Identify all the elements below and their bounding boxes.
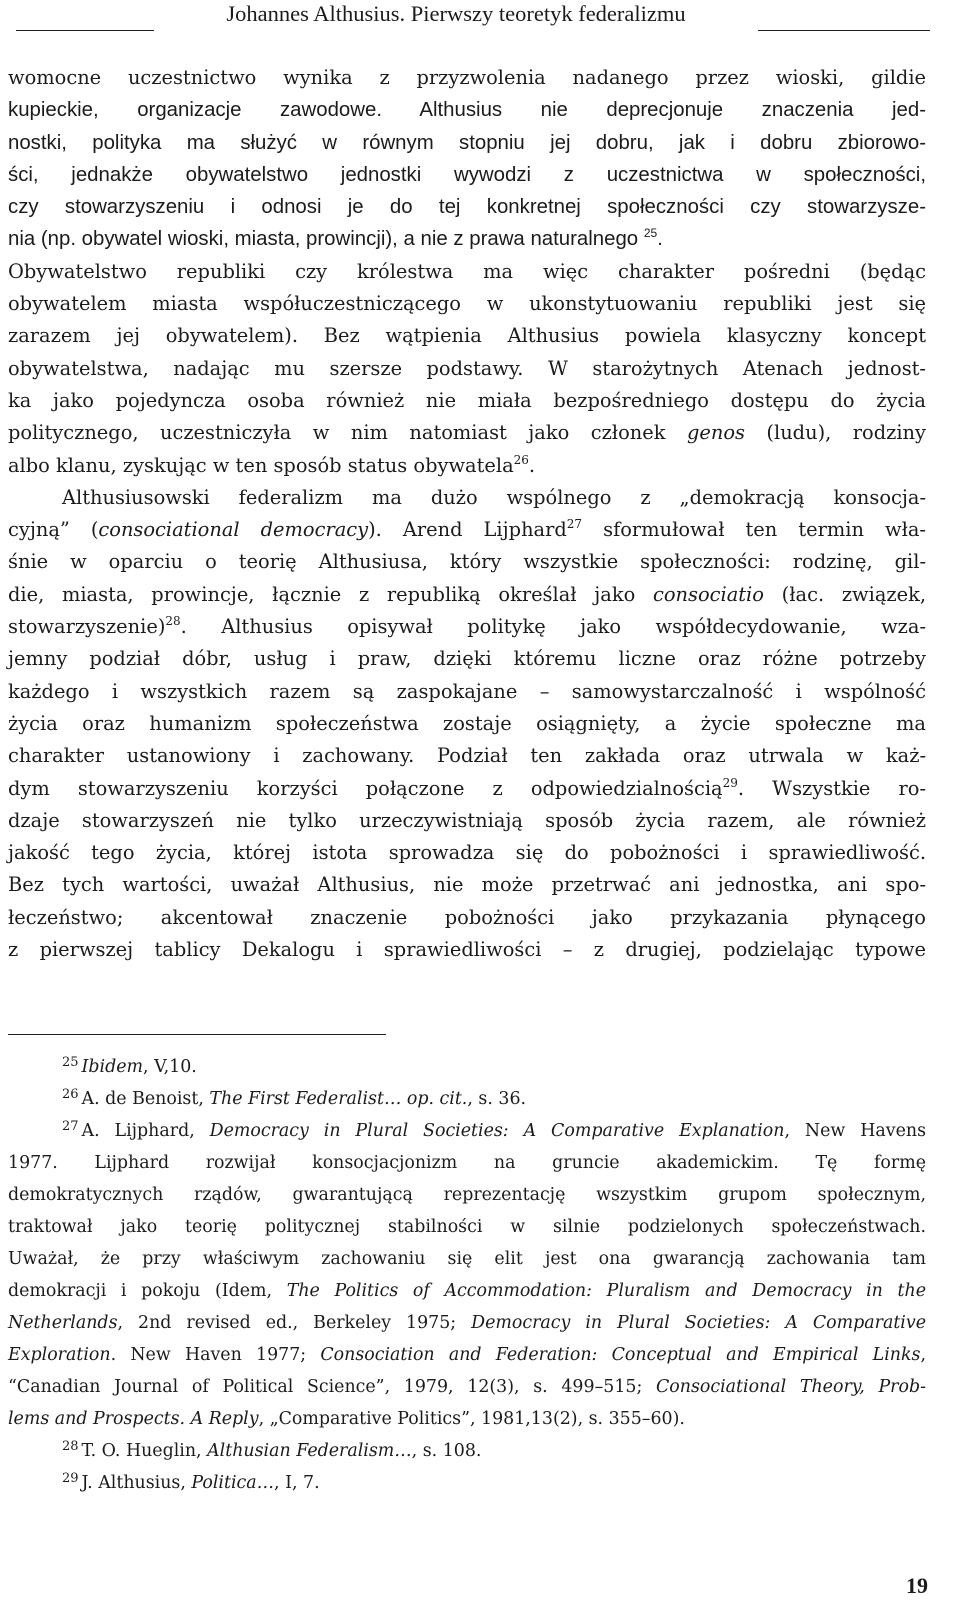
footnote-line xyxy=(8,1307,926,1339)
text-line: łeczeństwo; akcentował znaczenie pobożności jako przykazania płynącego xyxy=(8,905,926,929)
footnote-number: 25 xyxy=(62,1055,79,1070)
text-line: dzaje stowarzyszeń nie tylko urzeczywistniają sposób życia razem, ale również xyxy=(8,808,926,832)
running-header xyxy=(6,0,926,44)
text-line: życia oraz humanizm społeczeństwa zostaje osiągnięty, a życie społeczne ma xyxy=(8,711,926,735)
text-line: Bez tych wartości, uważał Althusius, nie może przetrwać ani jednostka, ani spo- xyxy=(8,873,926,897)
header-rule-right xyxy=(758,30,930,31)
text-line: ści, jednakże obywatelstwo jednostki wywodzi z uczestnictwa w społeczności, xyxy=(8,163,926,186)
text-line xyxy=(8,223,926,255)
text-run: sformułował ten termin wła- xyxy=(582,518,926,542)
footnote-line: 1977. Lijphard rozwijał konsocjacjonizm na gruncie akademickim. Tę formę xyxy=(8,1153,926,1173)
italic-title: Exploration xyxy=(8,1345,111,1365)
text-run: A. Lijphard, xyxy=(81,1121,210,1141)
footnote-line xyxy=(8,1403,926,1435)
text-line: charakter ustanowiony i zachowany. Podział ten zakłada oraz utrwala w każ- xyxy=(8,744,926,768)
text-run: . Althusius opisywał politykę jako współdecydowanie, wza- xyxy=(180,615,926,639)
text-line: czy stowarzyszeniu i odnosi je do tej konkretnej społeczności czy stowarzysze- xyxy=(8,196,926,219)
text-line: ka jako pojedyncza osoba również nie miała bezpośredniego dostępu do życia xyxy=(8,388,926,412)
text-run: . xyxy=(657,228,663,251)
text-run: die, miasta, prowincje, łącznie z republiką określał jako xyxy=(8,582,653,606)
text-run: . Wszystkie ro- xyxy=(737,776,926,800)
footnote-ref: 25 xyxy=(643,226,658,241)
text-run: , s. 108. xyxy=(411,1441,482,1461)
text-run: T. O. Hueglin, xyxy=(81,1441,208,1461)
italic-title: Ibidem xyxy=(81,1057,144,1077)
text-line xyxy=(8,773,926,805)
text-run: . xyxy=(528,453,536,477)
text-line xyxy=(8,611,926,643)
text-run: ). Arend Lijphard xyxy=(368,518,567,542)
footnote-line xyxy=(8,1275,926,1307)
text-run: , I, 7. xyxy=(274,1473,320,1493)
text-line: nostki, polityka ma służyć w równym stopniu jej dobru, jak i dobru zbiorowo- xyxy=(8,131,926,154)
italic-title: Consociational Theory, Prob- xyxy=(656,1377,926,1397)
text-line: obywatelstwa, nadając mu szersze podstawy. W starożytnych Atenach jednost- xyxy=(8,356,926,380)
text-run: , 2nd revised ed., Berkeley 1975; xyxy=(117,1313,472,1333)
text-run: J. Althusius, xyxy=(81,1473,192,1493)
footnote-ref: 28 xyxy=(165,614,181,629)
footnote-number: 28 xyxy=(62,1439,79,1454)
text-line: womocne uczestnictwo wynika z przyzwolenia nadanego przez wioski, gildie xyxy=(8,66,926,89)
italic-term: consociatio xyxy=(653,582,764,606)
text-run: demokracji i pokoju (Idem, xyxy=(8,1281,287,1301)
footnote xyxy=(8,1467,926,1499)
text-run: , V,10. xyxy=(143,1057,197,1077)
italic-title: The First Federalist… op. cit. xyxy=(209,1089,468,1109)
footnote xyxy=(8,1051,926,1083)
text-run: . New Haven 1977; xyxy=(110,1345,321,1365)
text-run: “Canadian Journal of Political Science”, 1979, 12(3), s. 499–515; xyxy=(8,1377,656,1397)
footnote-line xyxy=(8,1371,926,1403)
text-line: z pierwszej tablicy Dekalogu i sprawiedliwości – z drugiej, podzielając typowe xyxy=(8,938,926,962)
footnote-line: demokratycznych rządów, gwarantującą reprezentację wszystkim grupom społecznym, xyxy=(8,1185,926,1205)
text-line: jemny podział dóbr, usług i praw, dzięki któremu liczne oraz różne potrzeby xyxy=(8,647,926,671)
text-line xyxy=(8,514,926,546)
footnote-ref: 26 xyxy=(513,452,529,467)
text-run: nia (np. obywatel wioski, miasta, prowincji), a nie z prawa naturalnego xyxy=(8,228,644,251)
text-run: , „Comparative Politics”, 1981,13(2), s. 355–60). xyxy=(258,1409,685,1429)
text-run: stowarzyszenie) xyxy=(8,615,166,639)
text-line: Obywatelstwo republiki czy królestwa ma więc charakter pośredni (będąc xyxy=(8,259,926,283)
text-run: A. de Benoist, xyxy=(81,1089,210,1109)
text-run: dym stowarzyszeniu korzyści połączone z odpowiedzialnością xyxy=(8,776,723,800)
text-line xyxy=(8,579,926,611)
italic-title: Netherlands xyxy=(8,1313,118,1333)
text-run: (łac. związek, xyxy=(763,582,927,606)
text-run: , s. 36. xyxy=(467,1089,527,1109)
text-line: każdego i wszystkich razem są zaspokajane – samowystarczalność i wspólność xyxy=(8,679,926,703)
text-run: , New Havens xyxy=(784,1121,926,1141)
footnote-ref: 29 xyxy=(722,775,738,790)
italic-title: Consociation and Federation: Conceptual and Empirical Links xyxy=(320,1345,921,1365)
text-run: cyjną” ( xyxy=(8,518,99,542)
text-run: albo klanu, zyskując w ten sposób status obywatela xyxy=(8,453,514,477)
footnote-number: 27 xyxy=(62,1119,79,1134)
italic-title: Democracy in Plural Societies: A Comparative xyxy=(471,1313,926,1333)
footnote-line xyxy=(8,1339,926,1371)
text-line xyxy=(8,417,926,449)
text-line: jakość tego życia, której istota sprowadza się do pobożności i sprawiedliwość. xyxy=(8,841,926,865)
text-run: , xyxy=(920,1345,926,1365)
footnote xyxy=(8,1115,926,1147)
footnote-ref: 27 xyxy=(566,517,583,532)
text-line: śnie w oparciu o teorię Althusiusa, który wszystkie społeczności: rodzinę, gil- xyxy=(8,550,926,574)
footnote-number: 26 xyxy=(62,1087,79,1102)
text-line: kupieckie, organizacje zawodowe. Althusius nie deprecjonuje znaczenia jed- xyxy=(8,99,926,122)
footnote-separator xyxy=(8,1034,386,1035)
text-run: (ludu), rodziny xyxy=(744,421,926,445)
footnote-number: 29 xyxy=(62,1471,79,1486)
header-title: Johannes Althusius. Pierwszy teoretyk federalizmu xyxy=(226,1,686,26)
footnote xyxy=(8,1435,926,1467)
italic-term: consociational democracy xyxy=(98,518,369,542)
footnotes xyxy=(8,1051,926,1499)
header-rule-left xyxy=(16,30,154,31)
italic-term: genos xyxy=(686,421,745,445)
text-line: zarazem jej obywatelem). Bez wątpienia Althusius powiela klasyczny koncept xyxy=(8,324,926,348)
italic-title: Democracy in Plural Societies: A Comparative Explanation xyxy=(209,1121,785,1141)
footnote xyxy=(8,1083,926,1115)
italic-title: Politica… xyxy=(191,1473,275,1493)
italic-title: lems and Prospects. A Reply xyxy=(8,1409,259,1429)
italic-title: The Politics of Accommodation: Pluralism and Democracy in the xyxy=(286,1281,926,1301)
page-number: 19 xyxy=(906,1573,928,1598)
main-text xyxy=(8,62,926,966)
italic-title: Althusian Federalism… xyxy=(207,1441,412,1461)
text-line: Althusiusowski federalizm ma dużo wspólnego z „demokracją konsocja- xyxy=(62,485,926,509)
text-run: politycznego, uczestniczyła w nim natomiast jako członek xyxy=(8,421,687,445)
text-line xyxy=(8,450,926,482)
footnote-line: Uważał, że przy właściwym zachowaniu się elit jest ona gwarancją zachowania tam xyxy=(8,1249,926,1269)
footnote-line: traktował jako teorię politycznej stabilności w silnie podzielonych społeczeństwach. xyxy=(8,1217,926,1237)
text-line: obywatelem miasta współuczestniczącego w ukonstytuowaniu republiki jest się xyxy=(8,292,926,316)
